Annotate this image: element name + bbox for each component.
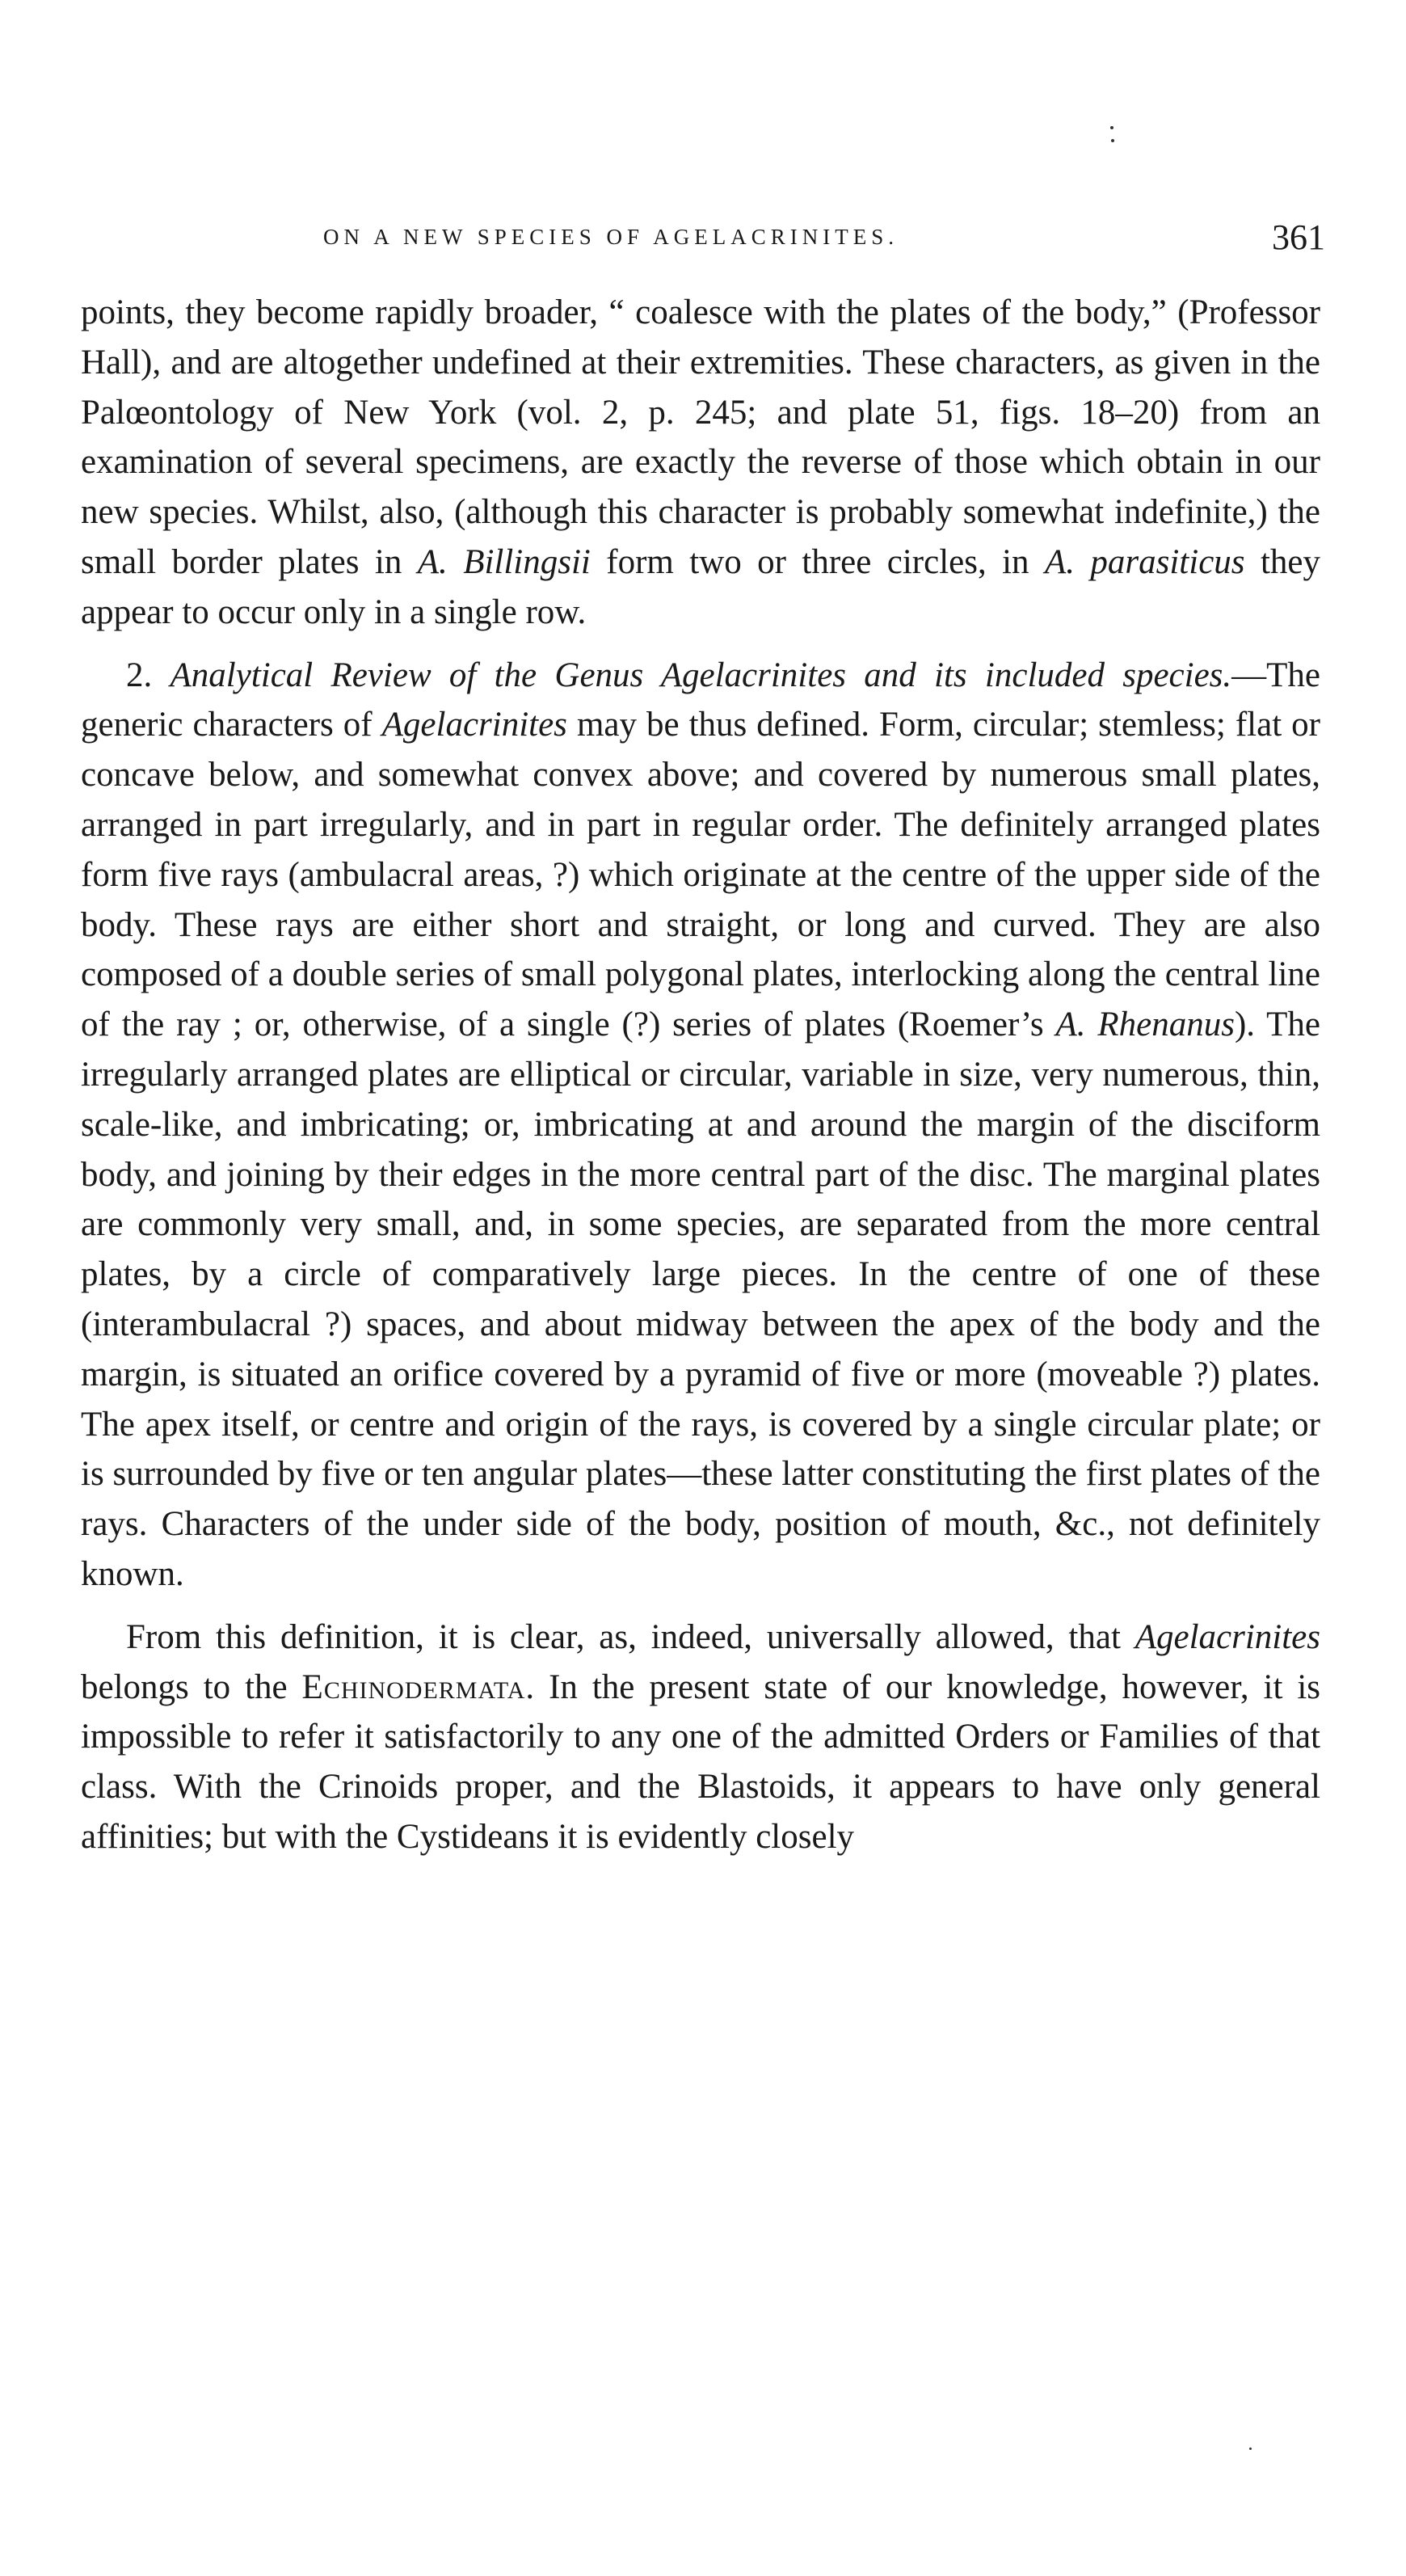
text-run: points, they become rapidly broader, “ coalesce with the plates of the body,” (Professor Hall), and are altogether undefined at their extremities. These characters, as given in the Palœontology of New York (vol. 2, p. 245; and plate 51, figs. 18–20) from an examination of several specimens, are exactly the reverse of those which obtain in our new species. Whilst, also, (although this character is probably somewhat indefinite,) the small border plates in	[81, 293, 1320, 581]
genus-name: Agelacrinites	[381, 706, 567, 744]
text-run: From this definition, it is clear, as, indeed, universally allowed, that	[126, 1617, 1135, 1656]
paragraph-classification	[81, 1613, 1320, 1862]
text-run: they appear to occur only in a single row.	[81, 542, 1320, 631]
running-head: ON A NEW SPECIES OF AGELACRINITES.	[323, 225, 899, 249]
species-name: A. Rhenanus	[1055, 1006, 1235, 1044]
ink-speck	[1111, 139, 1114, 142]
text-run: ). The irregularly arranged plates are elliptical or circular, variable in size, very numerous, thin, scale-like, and imbricating; or, imbricating at and around the margin of the disciform body, and joining by their edges in the more central part of the disc. The marginal plates are commonly very small, and, in some species, are separated from the more central plates, by a circle of comparatively large pieces. In the centre of one of these (interambulacral ?) spaces, and about midway between the apex of the body and the margin, is situated an orifice covered by a pyramid of five or more (moveable ?) plates. The apex itself, or centre and origin of the rays, is covered by a single circular plate; or is surrounded by five or ten angular plates—these latter constituting the first plates of the rays. Characters of the under side of the body, position of mouth, &c., not definitely known.	[81, 1006, 1320, 1593]
paragraph-continuation	[81, 288, 1320, 638]
text-run: form two or three circles, in	[590, 542, 1045, 581]
section-number: 2.	[126, 656, 170, 694]
body-text	[81, 288, 1320, 1862]
species-name: A. Billingsii	[417, 542, 591, 581]
paragraph-analytical-review	[81, 651, 1320, 1600]
section-heading: Analytical Review of the Genus Agelacrinites and its included species.	[170, 656, 1232, 694]
genus-name: Agelacrinites	[1134, 1617, 1320, 1656]
text-run: may be thus defined. Form, circular; stemless; flat or concave below, and somewhat convex above; and covered by numerous small plates, arranged in part irregularly, and in part in regular order. The definitely arranged plates form five rays (ambulacral areas, ?) which originate at the centre of the upper side of the body. These rays are either short and straight, or long and curved. They are also composed of a double series of small polygonal plates, interlocking along the central line of the ray ; or, otherwise, of a single (?) series of plates (Roemer’s	[81, 706, 1320, 1044]
ink-speck	[1110, 126, 1113, 129]
text-run: —The generic characters of	[81, 656, 1321, 744]
ink-speck	[1249, 2447, 1252, 2450]
page-header	[81, 217, 1325, 260]
species-name: A. parasiticus	[1044, 542, 1245, 581]
text-run: . In the present state of our knowledge, however, it is impossible to refer it satisfactorily to any one of the admitted Orders or Families of that class. With the Crinoids proper, and the Blastoids, it appears to have only general affinities; but with the Cystideans it is evidently closely	[81, 1667, 1321, 1856]
page-number: 361	[1272, 217, 1325, 257]
class-name: Echinodermata	[301, 1667, 526, 1706]
text-run: belongs to the	[81, 1667, 302, 1706]
